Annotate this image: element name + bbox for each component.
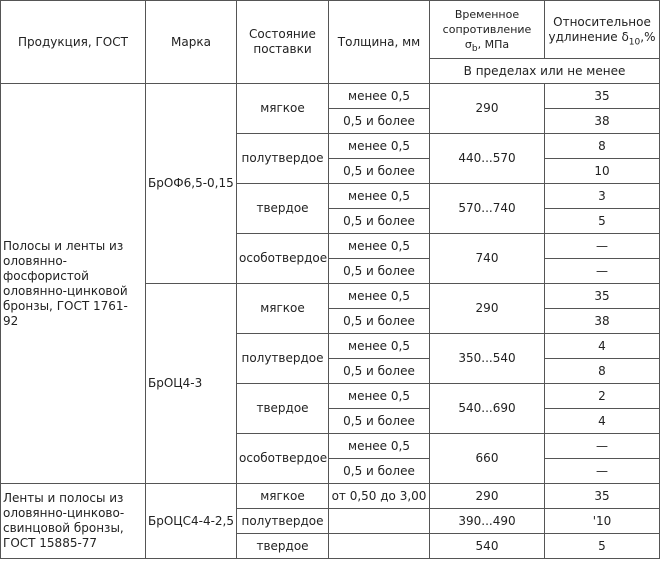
elongation-cell: 38 xyxy=(545,309,660,334)
thickness-cell: менее 0,5 xyxy=(329,184,430,209)
header-elongation-sub: 10 xyxy=(628,36,641,47)
table-row xyxy=(1,484,660,509)
thickness-cell: менее 0,5 xyxy=(329,84,430,109)
state-cell: мягкое xyxy=(237,484,329,509)
header-product: Продукция, ГОСТ xyxy=(1,1,146,84)
strength-cell: 570...740 xyxy=(430,184,545,234)
elongation-cell: — xyxy=(545,234,660,259)
thickness-cell: менее 0,5 xyxy=(329,384,430,409)
elongation-cell: '10 xyxy=(545,509,660,534)
thickness-cell: 0,5 и более xyxy=(329,109,430,134)
thickness-cell xyxy=(329,509,430,534)
strength-cell: 290 xyxy=(430,84,545,134)
grade-cell: БрОФ6,5-0,15 xyxy=(146,84,237,284)
header-strength-symbol: σ xyxy=(464,38,472,51)
state-cell: полутвердое xyxy=(237,134,329,184)
state-cell: твердое xyxy=(237,384,329,434)
grade-cell: БрОЦС4-4-2,5 xyxy=(146,484,237,559)
thickness-cell: менее 0,5 xyxy=(329,284,430,309)
elongation-cell: 8 xyxy=(545,359,660,384)
state-cell: полутвердое xyxy=(237,334,329,384)
elongation-cell: — xyxy=(545,259,660,284)
product-cell: Ленты и полосы из оловянно-цинково-свинцовой бронзы, ГОСТ 15885-77 xyxy=(1,484,146,559)
thickness-cell xyxy=(329,534,430,559)
header-strength-unit: , МПа xyxy=(477,38,510,51)
header-elongation xyxy=(545,1,660,59)
strength-cell: 660 xyxy=(430,434,545,484)
elongation-cell: — xyxy=(545,434,660,459)
header-grade: Марка xyxy=(146,1,237,84)
elongation-cell: 2 xyxy=(545,384,660,409)
thickness-cell: менее 0,5 xyxy=(329,434,430,459)
strength-cell: 390...490 xyxy=(430,509,545,534)
elongation-cell: — xyxy=(545,459,660,484)
header-row xyxy=(1,1,660,59)
elongation-cell: 4 xyxy=(545,409,660,434)
strength-cell: 350...540 xyxy=(430,334,545,384)
thickness-cell: 0,5 и более xyxy=(329,409,430,434)
elongation-cell: 4 xyxy=(545,334,660,359)
strength-cell: 290 xyxy=(430,484,545,509)
product-cell: Полосы и ленты из оловянно-фосфористой оловянно-цинковой бронзы, ГОСТ 1761-92 xyxy=(1,84,146,484)
state-cell: твердое xyxy=(237,184,329,234)
state-cell: твердое xyxy=(237,534,329,559)
table-header xyxy=(1,1,660,84)
elongation-cell: 35 xyxy=(545,484,660,509)
header-state: Состояние поставки xyxy=(237,1,329,84)
table-body xyxy=(1,84,660,559)
elongation-cell: 3 xyxy=(545,184,660,209)
header-strength xyxy=(430,1,545,59)
strength-cell: 540 xyxy=(430,534,545,559)
state-cell: особотвердое xyxy=(237,434,329,484)
state-cell: особотвердое xyxy=(237,234,329,284)
elongation-cell: 10 xyxy=(545,159,660,184)
thickness-cell: 0,5 и более xyxy=(329,209,430,234)
elongation-cell: 35 xyxy=(545,284,660,309)
header-elongation-unit: ,% xyxy=(640,29,656,44)
thickness-cell: от 0,50 до 3,00 xyxy=(329,484,430,509)
strength-cell: 740 xyxy=(430,234,545,284)
elongation-cell: 5 xyxy=(545,534,660,559)
strength-cell: 440...570 xyxy=(430,134,545,184)
thickness-cell: менее 0,5 xyxy=(329,334,430,359)
state-cell: полутвердое xyxy=(237,509,329,534)
thickness-cell: 0,5 и более xyxy=(329,359,430,384)
elongation-cell: 38 xyxy=(545,109,660,134)
strength-cell: 290 xyxy=(430,284,545,334)
thickness-cell: 0,5 и более xyxy=(329,259,430,284)
elongation-cell: 8 xyxy=(545,134,660,159)
strength-cell: 540...690 xyxy=(430,384,545,434)
grade-cell: БрОЦ4-3 xyxy=(146,284,237,484)
thickness-cell: 0,5 и более xyxy=(329,309,430,334)
state-cell: мягкое xyxy=(237,284,329,334)
header-limits: В пределах или не менее xyxy=(430,59,660,84)
table-row xyxy=(1,84,660,109)
elongation-cell: 35 xyxy=(545,84,660,109)
header-strength-sub: b xyxy=(471,44,478,55)
thickness-cell: 0,5 и более xyxy=(329,459,430,484)
state-cell: мягкое xyxy=(237,84,329,134)
header-elongation-label: Относительное удлинение δ xyxy=(548,14,651,44)
header-strength-label: Временное сопротивление xyxy=(442,8,532,36)
elongation-cell: 5 xyxy=(545,209,660,234)
thickness-cell: 0,5 и более xyxy=(329,159,430,184)
header-thickness: Толщина, мм xyxy=(329,1,430,84)
thickness-cell: менее 0,5 xyxy=(329,134,430,159)
thickness-cell: менее 0,5 xyxy=(329,234,430,259)
